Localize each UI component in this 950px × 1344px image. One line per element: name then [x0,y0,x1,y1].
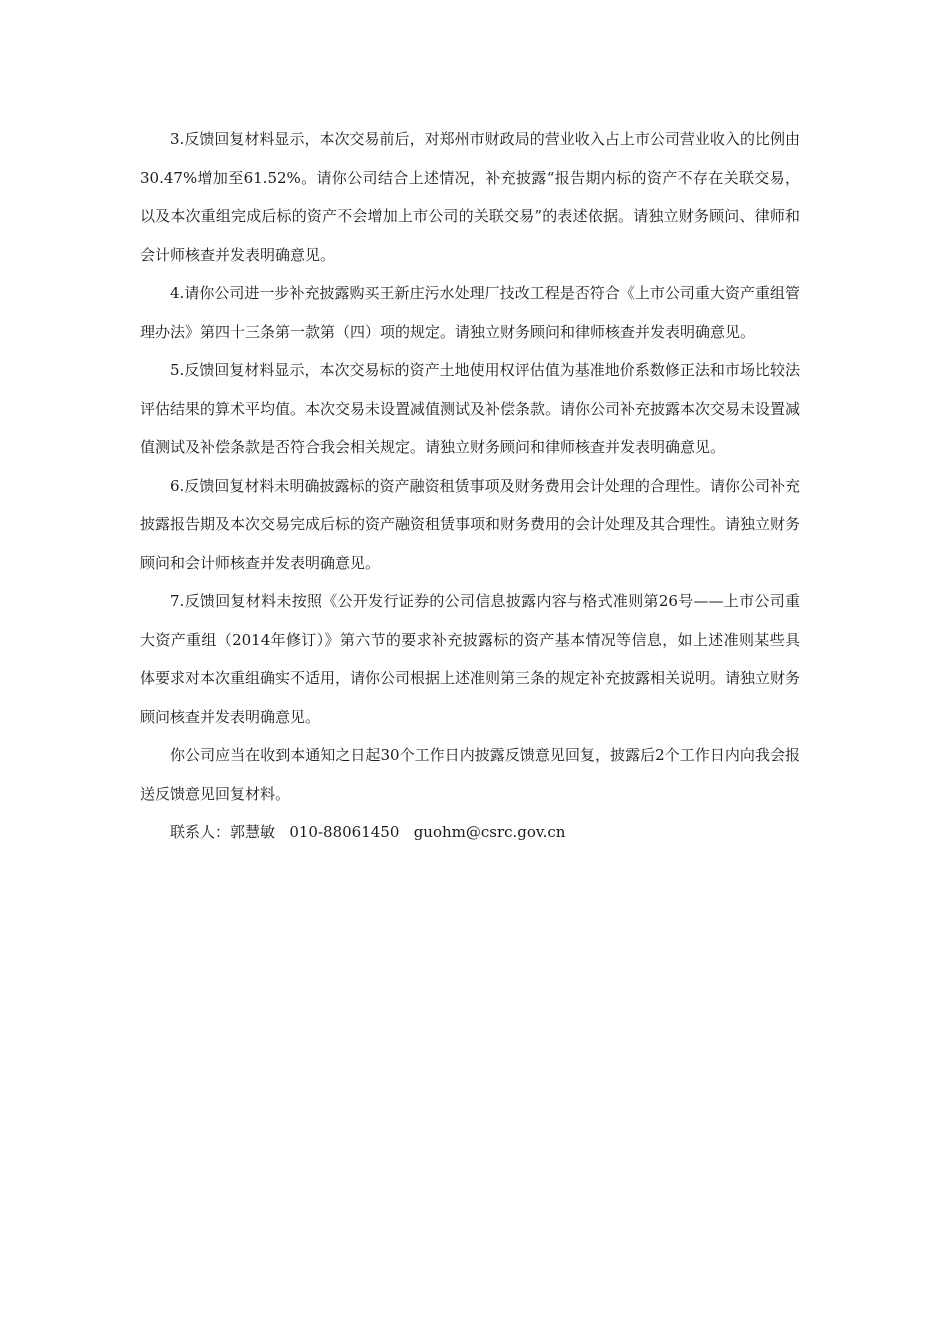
paragraph-item-3: 3.反馈回复材料显示，本次交易前后，对郑州市财政局的营业收入占上市公司营业收入的比例由30.47%增加至61.52%。请你公司结合上述情况，补充披露“报告期内标的资产不存在关联交易，以及本次重组完成后标的资产不会增加上市公司的关联交易”的表述依据。请独立财务顾问、律师和会计师核查并发表明确意见。 [140,130,800,264]
contact-email: guohm@csrc.gov.cn [413,823,566,841]
document-body [140,120,800,852]
paragraph-item-4: 4.请你公司进一步补充披露购买王新庄污水处理厂技改工程是否符合《上市公司重大资产重组管理办法》第四十三条第一款第（四）项的规定。请独立财务顾问和律师核查并发表明确意见。 [140,284,800,341]
paragraph-reply-deadline: 你公司应当在收到本通知之日起30个工作日内披露反馈意见回复，披露后2个工作日内向我会报送反馈意见回复材料。 [140,746,800,803]
paragraph-item-6: 6.反馈回复材料未明确披露标的资产融资租赁事项及财务费用会计处理的合理性。请你公司补充披露报告期及本次交易完成后标的资产融资租赁事项和财务费用的会计处理及其合理性。请独立财务顾问和会计师核查并发表明确意见。 [140,476,801,572]
contact-phone: 010-88061450 [289,823,400,841]
contact-person: 联系人：郭慧敏 [170,823,276,841]
paragraph-item-7: 7.反馈回复材料未按照《公开发行证券的公司信息披露内容与格式准则第26号——上市公司重大资产重组（2014年修订）》第六节的要求补充披露标的资产基本情况等信息，如上述准则某些具体要求对本次重组确实不适用，请你公司根据上述准则第三条的规定补充披露相关说明。请独立财务顾问核查并发表明确意见。 [140,592,801,726]
paragraph-item-5: 5.反馈回复材料显示，本次交易标的资产土地使用权评估值为基准地价系数修正法和市场比较法评估结果的算术平均值。本次交易未设置减值测试及补偿条款。请你公司补充披露本次交易未设置减值测试及补偿条款是否符合我会相关规定。请独立财务顾问和律师核查并发表明确意见。 [140,361,801,456]
contact-line [140,813,800,852]
